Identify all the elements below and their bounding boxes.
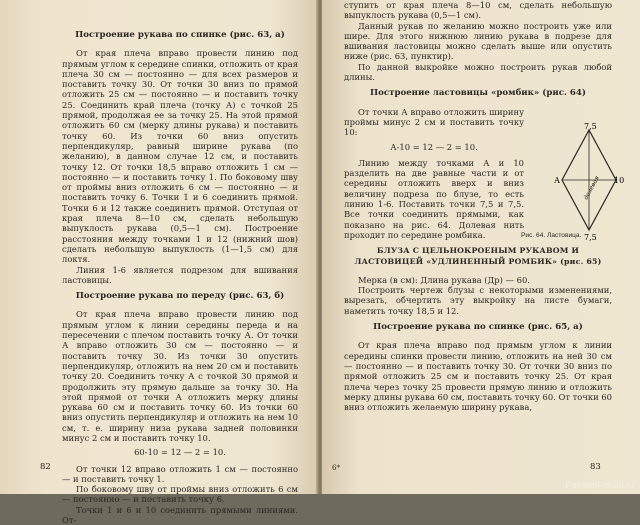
gusset-rhombus-figure: [554, 122, 624, 242]
page-number-right: 83: [590, 462, 601, 472]
paragraph: Данный рукав по желанию можно построить уже или шире. Для этого нижнюю линию рукава в подрезе для вшивания ластовицы можно сделать выше или опустить ниже (рис. 63, пунктир).: [344, 20, 612, 62]
heading-gusset: Построение ластовицы «ромбик» (рис. 64): [370, 88, 586, 99]
left-text-column: [62, 24, 298, 525]
watermark: PassionForum.ru: [565, 480, 634, 490]
heading-sleeve-front: Построение рукава по переду (рис. 63, б): [75, 291, 285, 302]
label-grain: долевая: [582, 174, 601, 201]
formula: А-10 = 12 — 2 = 10.: [390, 141, 478, 152]
heading-sleeve-back-65: Построение рукава по спинке (рис. 65, а): [373, 322, 583, 333]
heading-sleeve-back: Построение рукава по спинке (рис. 63, а): [75, 30, 285, 40]
paragraph: От края плеча вправо провести линию под прямым углом к линии середины переда и на пересечении с плечом поставить точку А. От точки А вправо отложить 30 см — постоянно — и поставить точку 30. Из точки 30 опустить перпендикуляр, отложить на нем 20 см и поставить точку 20. Соединить точку А с точкой 30 прямой и продолжить эту прямую дальше за точку 30. На этой прямой от точки А отложить мерку длины рукава 60 см и поставить точку 60. Из точки 60 вниз опустить перпендикуляр и отложить на нем 10 см, т. е. ширину низа рукава задней половинки минус 2 см и поставить точку 10.: [62, 309, 298, 443]
page-number-left: 82: [40, 462, 51, 472]
paragraph: Построить чертеж блузы с некоторыми изменениями, вырезать, обчертить эту выкройку на листе бумаги, наметить точку 18,5 и 12.: [344, 285, 612, 316]
signature-mark: 6*: [332, 464, 340, 472]
label-bottom: 7,5: [584, 233, 597, 242]
label-ten: 10: [614, 176, 625, 185]
paragraph: От края плеча вправо провести линию под прямым углом к середине спинки, отложить от края плеча 30 см — постоянно — для всех размеров и поставить точку 30. От точки 30 вниз по прямой отложить 25 см — постоянно — и поставить точку 25. Соединить край плеча (точку А) с точкой 25 прямой, продолжая ее за точку 25. На этой прямой отложить 60 см (мерку длины рукава) и поставить точку 60. Из точки 60 вниз опустить перпендикуляр, равный ширине рукава (по желанию), в данном случае 12 см, и поставить точку 12. От точки 18,5 вправо отложить 1 см — постоянно — и поставить точку 1. По боковому шву от проймы вниз отложить 6 см — постоянно — и поставить точку 6. Точки 1 и 6 соединить прямой. Точки 6 и 12 также соединить прямой. Отступая от края плеча 8—10 см, сделать небольшую выпуклость рукава (0,5—1 см). Построение расстояния между точками 1 и 12 (нижний шов) сделать небольшую выпуклость (1—1,5 см) для локтя.: [62, 48, 298, 265]
paragraph: От края плеча вправо под прямым углом к линии середины спинки провести линию, отложить на ней 30 см — постоянно — и поставить точку 30. От точки 30 вниз по прямой отложить 25 см и поставить точку 25. От края плеча через точку 25 провести прямую линию и отложить мерку длины рукава 60 см, поставить точку 60. От точки 60 вниз отложить желаемую ширину рукава,: [344, 340, 612, 413]
paragraph: Линию между точками А и 10 разделить на две равные части и от середины отложить вверх и вниз величину подреза по блузе, то есть линию 1-6. Поставить точки 7,5 и 7,5. Все точки соединить прямыми, как показано на рис. 64. Долевая нить проходит по середине ромбика.: [344, 157, 524, 240]
label-top: 7,5: [584, 122, 597, 131]
figure-caption: Рис. 64. Ластовица.: [521, 232, 582, 239]
gusset-text-block: [344, 107, 524, 241]
paragraph: От точки А вправо отложить ширину проймы минус 2 см и поставить точку 10:: [344, 106, 524, 138]
left-page: [0, 0, 318, 525]
paragraph: Точки 1 и 6 и 10 соединить прямыми линиями. От-: [62, 504, 298, 525]
heading-blouse: БЛУЗА С ЦЕЛЬНОКРОЕНЫМ РУКАВОМ И ЛАСТОВИЦЕЙ «УДЛИНЕННЫЙ РОМБИК» (рис. 65): [354, 246, 602, 266]
paragraph: От точки 12 вправо отложить 1 см — постоянно — и поставить точку 1.: [62, 463, 298, 484]
formula: 60-10 = 12 — 2 = 10.: [134, 447, 226, 458]
label-a: А: [554, 176, 561, 185]
right-page: [322, 0, 640, 494]
paragraph: По боковому шву от проймы вниз отложить 6 см — постоянно — и поставить точку 6.: [62, 484, 298, 505]
paragraph: Линия 1-6 является подрезом для вшивания ластовицы.: [62, 264, 298, 285]
paragraph: Мерка (в см): Длина рукава (Др) — 60.: [358, 274, 530, 285]
paragraph: ступить от края плеча 8—10 см, сделать небольшую выпуклость рукава (0,5—1 см).: [344, 0, 612, 21]
paragraph: По данной выкройке можно построить рукав любой длины.: [344, 61, 612, 83]
